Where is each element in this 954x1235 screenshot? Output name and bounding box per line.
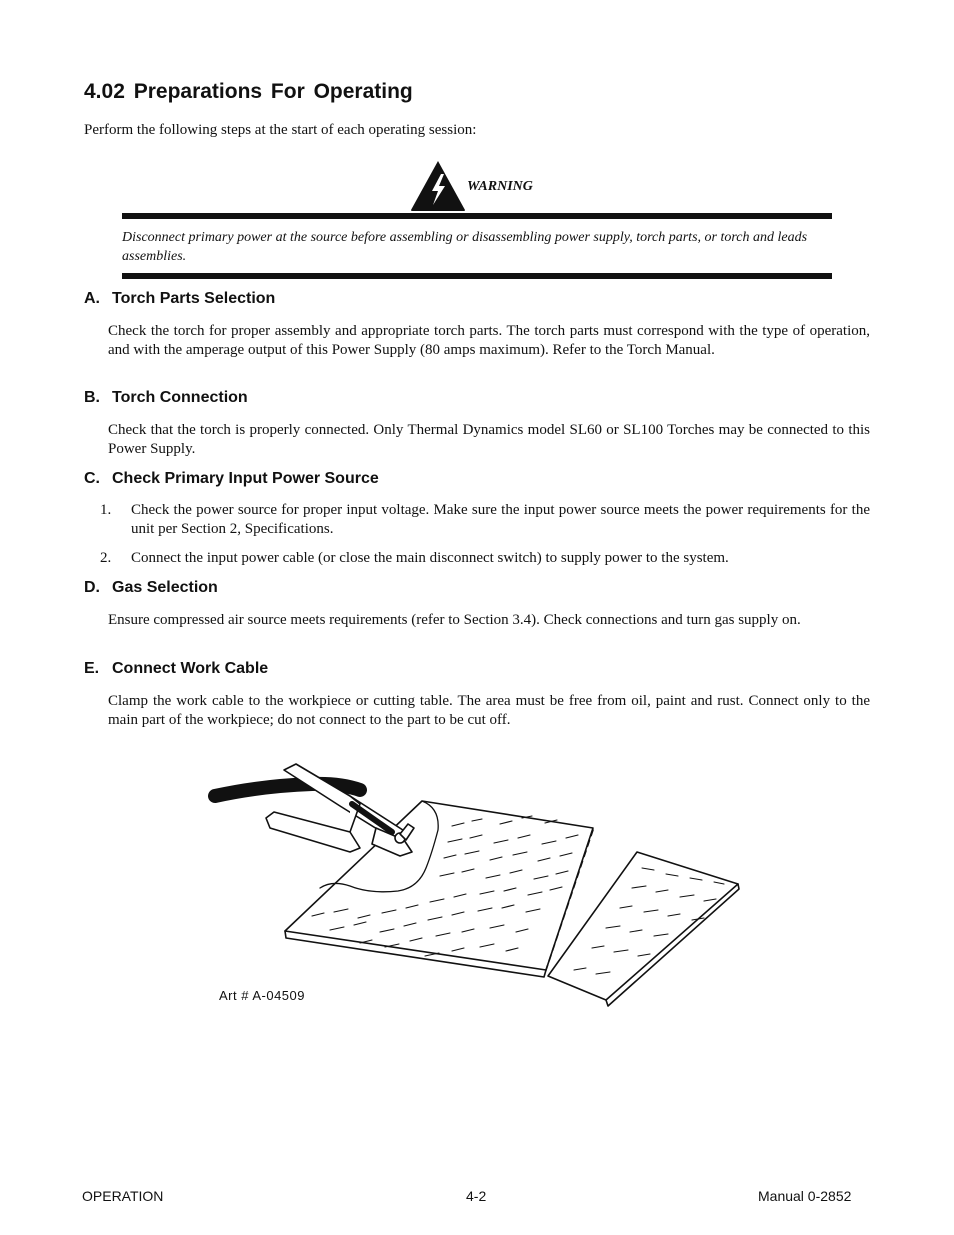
step-title: Connect Work Cable [112, 660, 269, 677]
step-title: Torch Connection [112, 389, 248, 406]
step-letter: A. [84, 290, 100, 307]
art-number: Art # A-04509 [219, 988, 305, 1003]
step-d-heading [84, 579, 218, 597]
list-item [100, 501, 870, 539]
list-item [100, 549, 870, 568]
step-d-body: Ensure compressed air source meets requirements (refer to Section 3.4). Check connections and turn gas supply on. [108, 612, 801, 628]
step-title: Gas Selection [112, 579, 218, 596]
step-c-heading [84, 470, 379, 488]
step-b-heading [84, 389, 248, 407]
work-clamp [266, 764, 414, 856]
warning-top-rule [122, 213, 832, 219]
step-b-body: Check that the torch is properly connected. Only Thermal Dynamics model SL60 or SL100 Torches may be connected to this Power Supply. [108, 422, 870, 457]
step-letter: C. [84, 470, 100, 487]
footer-manual-number: Manual 0-2852 [758, 1188, 852, 1204]
work-clamp-illustration [200, 748, 760, 1008]
list-number: 2. [100, 550, 112, 566]
list-text: Check the power source for proper input voltage. Make sure the input power source meets the power requirements for the unit per Section 2, Specifications. [131, 502, 870, 537]
step-letter: B. [84, 389, 100, 406]
warning-bottom-rule [122, 273, 832, 279]
step-a-heading [84, 290, 275, 308]
warning-text: Disconnect primary power at the source before assembling or disassembling power supply, torch parts, or torch and leads assemblies. [122, 230, 808, 264]
step-letter: D. [84, 579, 100, 596]
step-e-body: Clamp the work cable to the workpiece or cutting table. The area must be free from oil, paint and rust. Connect only to the main part of the workpiece; do not connect to the part to be cut off. [108, 693, 870, 728]
footer-section: OPERATION [82, 1188, 164, 1204]
list-number: 1. [100, 502, 112, 518]
step-e-heading [84, 660, 268, 678]
section-title: 4.02 Preparations For Operating [84, 80, 413, 103]
step-title: Check Primary Input Power Source [112, 470, 379, 487]
step-a-body: Check the torch for proper assembly and appropriate torch parts. The torch parts must correspond with the type of operation, and with the amperage output of this Power Supply (80 amps maximum). Refer to the Torch Manual. [108, 323, 870, 358]
lightning-warning-icon [410, 160, 466, 212]
warning-label: WARNING [467, 179, 533, 194]
intro-text: Perform the following steps at the start of each operating session: [84, 122, 477, 138]
step-title: Torch Parts Selection [112, 290, 276, 307]
list-text: Connect the input power cable (or close the main disconnect switch) to supply power to the system. [131, 550, 729, 566]
step-letter: E. [84, 660, 100, 677]
warning-header [410, 160, 610, 212]
footer-page-number: 4-2 [466, 1188, 487, 1204]
